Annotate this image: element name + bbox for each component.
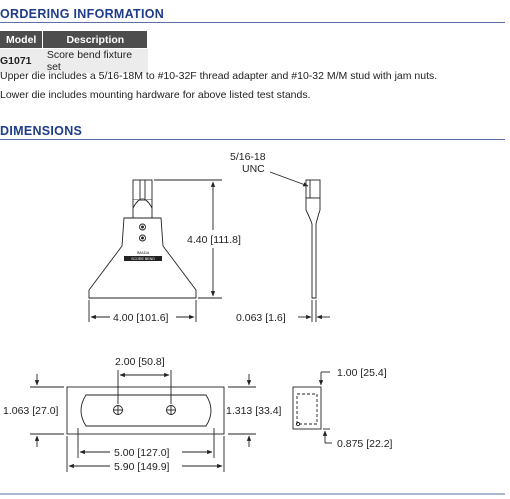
ordering-table (0, 31, 148, 73)
table-header-model: Model (0, 31, 43, 49)
hole-spacing-label: 2.00 [50.8] (115, 356, 165, 368)
note-upper-die: Upper die includes a 5/16-18M to #10-32F thread adapter and #10-32 M/M stud with jam nuts. (0, 70, 438, 82)
dim-side-height-lines (321, 372, 330, 385)
table-header-row (0, 31, 148, 49)
table-cell-model: G1071 (0, 49, 43, 74)
thread-label-line2: UNC (242, 163, 265, 175)
thread-leader (270, 172, 308, 186)
die-marking-line1: IMADA (136, 250, 150, 255)
lower-die-side-view (293, 387, 321, 429)
die-marking-line2: SCORE BEND (131, 257, 155, 261)
dim-thickness-lines (298, 300, 330, 322)
thickness-label: 0.063 [1.6] (236, 312, 286, 324)
dim-side-depth-lines (323, 429, 332, 443)
thread-label-line1: 5/16-18 (230, 151, 266, 163)
ordering-section-rule (0, 22, 505, 23)
lower-die-top-view (67, 387, 224, 434)
ordering-section-title: ORDERING INFORMATION (0, 7, 165, 21)
dimensions-drawing (0, 140, 510, 499)
side-depth-label: 0.875 [22.2] (337, 438, 393, 450)
note-lower-die: Lower die includes mounting hardware for above listed test stands. (0, 89, 311, 101)
base-inner-height-label: 1.313 [33.4] (226, 405, 282, 417)
upper-die-front-view (89, 180, 196, 298)
dimensions-section-title: DIMENSIONS (0, 124, 83, 138)
base-inner-length-label: 5.00 [127.0] (114, 447, 170, 459)
height-label: 4.40 [111.8] (187, 234, 241, 246)
base-outer-height-label: 1.063 [27.0] (3, 405, 59, 417)
base-outer-length-label: 5.90 [149.9] (114, 461, 170, 473)
table-cell-description: Score bend fixture set (43, 49, 148, 74)
table-header-description: Description (43, 31, 148, 49)
upper-die-side-view (306, 180, 320, 298)
side-height-label: 1.00 [25.4] (337, 367, 387, 379)
width-label: 4.00 [101.6] (113, 312, 169, 324)
